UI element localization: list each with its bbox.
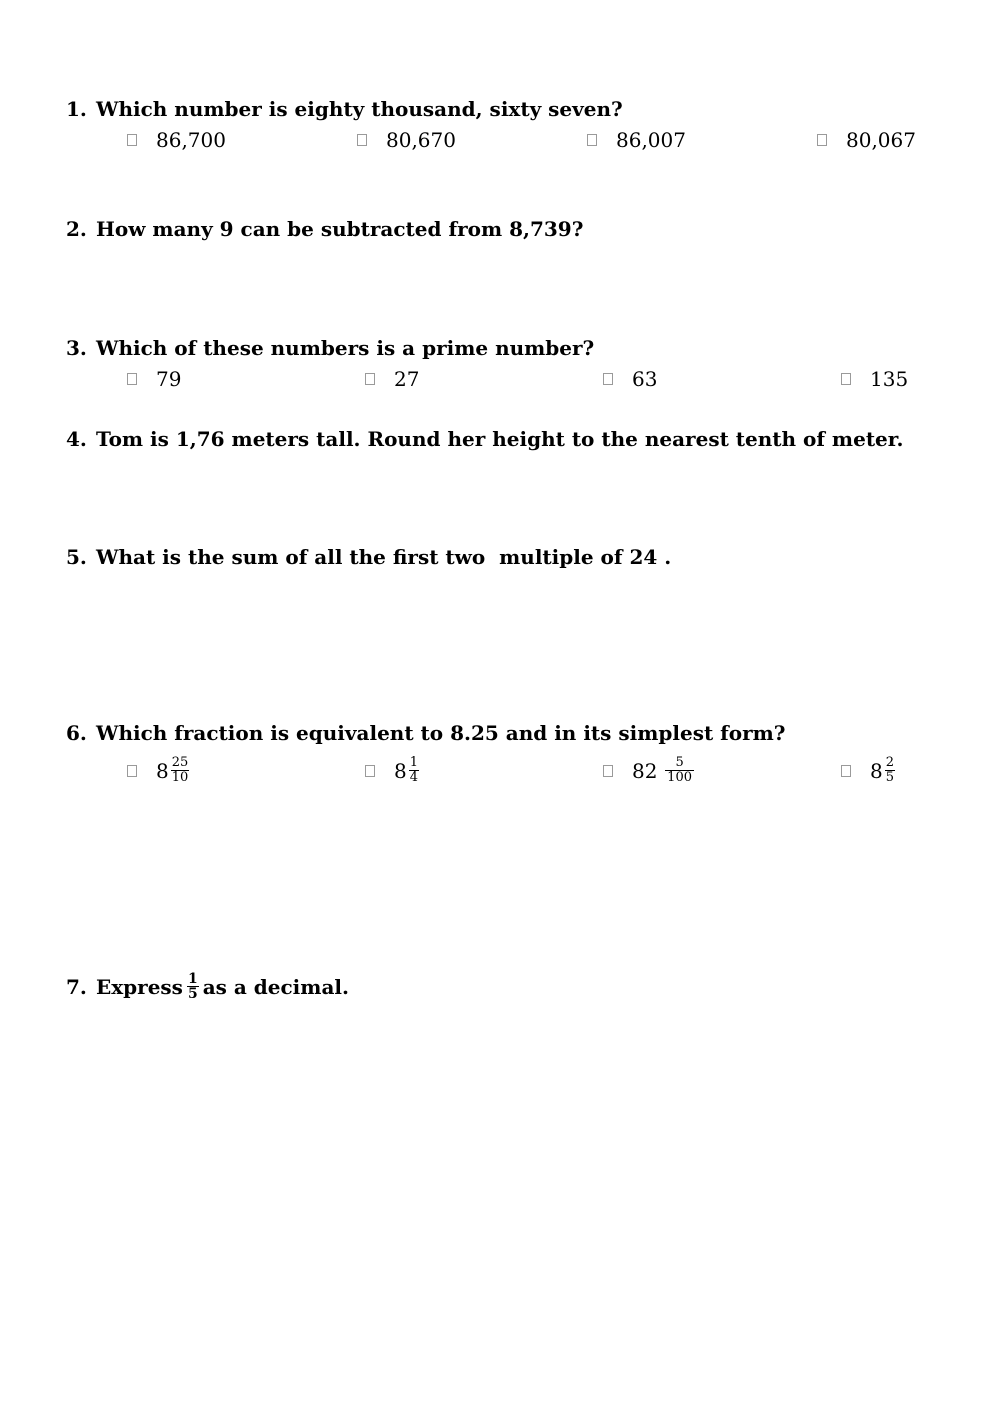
q6-option-a[interactable] (127, 756, 189, 785)
q1-option-d[interactable] (817, 127, 916, 153)
checkbox[interactable] (603, 373, 613, 385)
option-label: 63 (632, 367, 658, 391)
option-label: 86,007 (616, 128, 686, 152)
fraction-whole: 82 (632, 758, 658, 783)
checkbox[interactable] (841, 765, 851, 777)
question-4 (66, 426, 903, 452)
question-7 (66, 972, 349, 1001)
checkbox[interactable] (365, 765, 375, 777)
q3-option-d[interactable] (841, 366, 908, 392)
fraction-numerator: 5 (665, 756, 693, 771)
option-label: 80,670 (386, 128, 456, 152)
fraction-denominator: 5 (187, 986, 198, 1002)
fraction-numerator: 1 (409, 755, 419, 770)
q3-option-a[interactable] (127, 366, 181, 392)
question-text: Which fraction is equivalent to 8.25 and in its simplest form? (96, 721, 786, 745)
question-number: 6. (66, 721, 87, 745)
q3-option-b[interactable] (365, 366, 419, 392)
checkbox[interactable] (127, 765, 137, 777)
fraction (885, 756, 895, 785)
fraction-numerator: 2 (885, 755, 895, 770)
fraction-denominator: 4 (409, 770, 419, 785)
fraction-denominator: 5 (885, 770, 895, 785)
q6-option-c[interactable] (603, 756, 694, 785)
q1-option-a[interactable] (127, 127, 226, 153)
fraction (665, 756, 693, 785)
fraction-denominator: 100 (667, 770, 692, 785)
question-text: Which of these numbers is a prime number? (96, 336, 595, 360)
question-5 (66, 544, 671, 570)
question-text: Which number is eighty thousand, sixty seven? (96, 97, 623, 121)
question-3 (66, 335, 594, 361)
fraction-denominator: 10 (171, 770, 189, 785)
question-text-before: Express (96, 974, 183, 999)
question-number: 7. (66, 974, 87, 999)
question-6 (66, 720, 786, 746)
checkbox[interactable] (587, 134, 597, 146)
checkbox[interactable] (365, 373, 375, 385)
question-number: 4. (66, 427, 87, 451)
question-number: 5. (66, 545, 87, 569)
fraction-numerator: 25 (171, 755, 189, 770)
question-number: 2. (66, 217, 87, 241)
option-label: 79 (156, 367, 182, 391)
fraction-whole: 8 (870, 758, 883, 783)
question-text: Tom is 1,76 meters tall. Round her height to the nearest tenth of meter. (96, 427, 904, 451)
option-label: 86,700 (156, 128, 226, 152)
question-2 (66, 216, 583, 242)
question-1 (66, 96, 623, 122)
question-number: 1. (66, 97, 87, 121)
fraction-whole: 8 (156, 758, 169, 783)
checkbox[interactable] (817, 134, 827, 146)
q1-option-b[interactable] (357, 127, 456, 153)
q6-option-d[interactable] (841, 756, 895, 785)
q3-option-c[interactable] (603, 366, 657, 392)
checkbox[interactable] (127, 373, 137, 385)
fraction (171, 756, 190, 785)
checkbox[interactable] (841, 373, 851, 385)
fraction-numerator: 1 (187, 971, 198, 987)
question-text: How many 9 can be subtracted from 8,739? (96, 217, 584, 241)
option-label: 80,067 (846, 128, 916, 152)
checkbox[interactable] (127, 134, 137, 146)
fraction (187, 972, 199, 1001)
question-text: What is the sum of all the first two multiple of 24 . (96, 545, 672, 569)
checkbox[interactable] (357, 134, 367, 146)
checkbox[interactable] (603, 765, 613, 777)
fraction (409, 756, 419, 785)
option-label: 135 (870, 367, 909, 391)
question-number: 3. (66, 336, 87, 360)
q6-option-b[interactable] (365, 756, 419, 785)
fraction-whole: 8 (394, 758, 407, 783)
q1-option-c[interactable] (587, 127, 686, 153)
option-label: 27 (394, 367, 420, 391)
question-text-after: as a decimal. (202, 974, 349, 999)
